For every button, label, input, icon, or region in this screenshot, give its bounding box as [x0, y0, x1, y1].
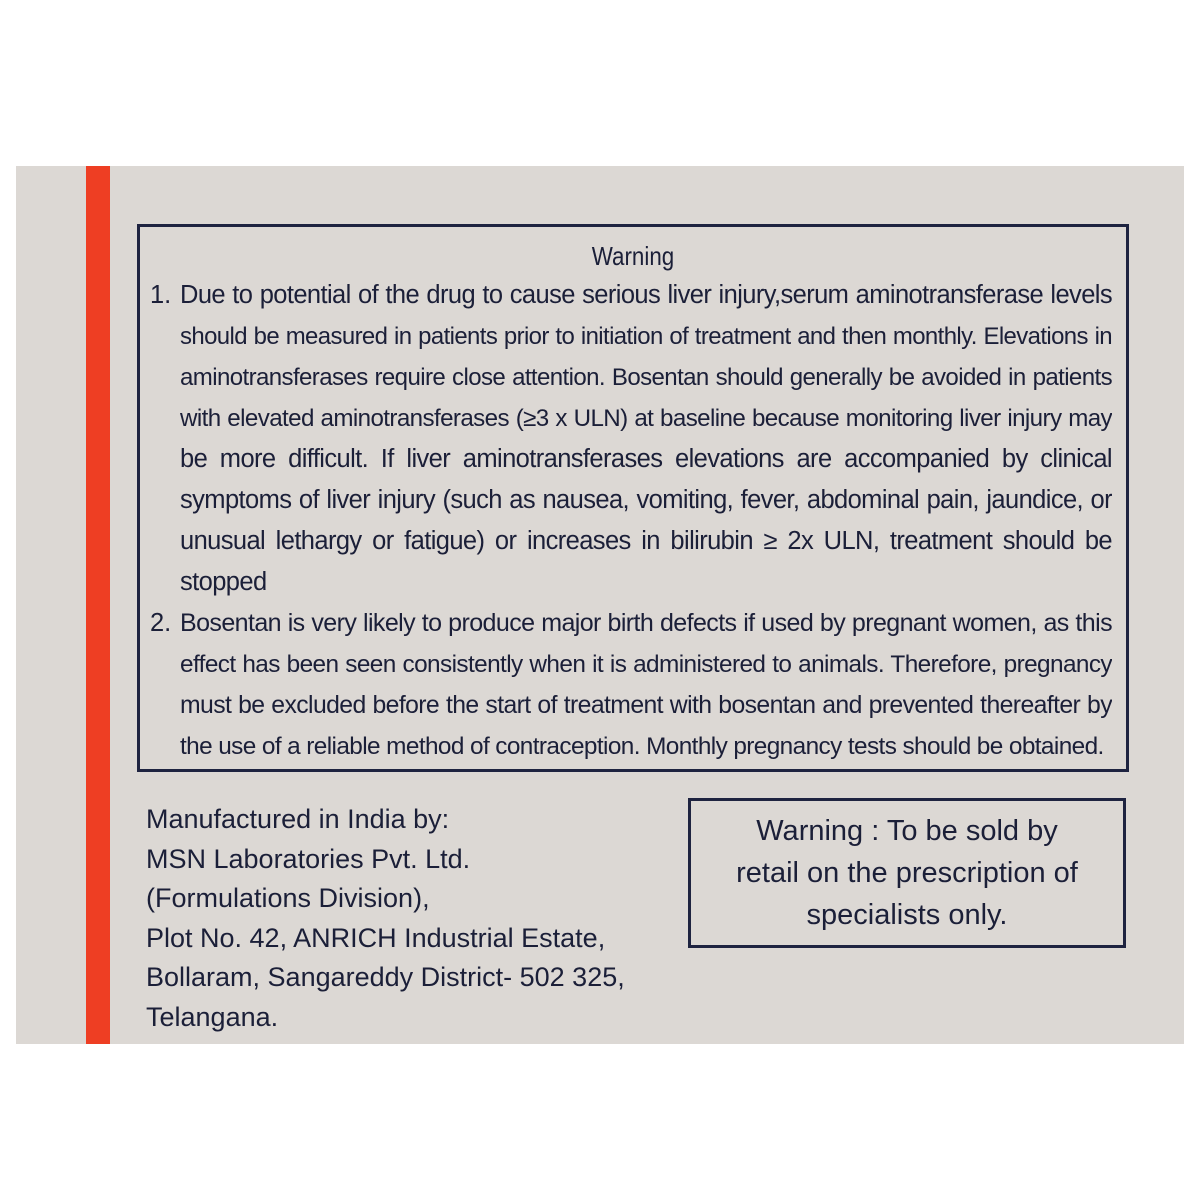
- item-line: aminotransferases require close attention. Bosentan should generally be avoided in patients: [180, 364, 1112, 391]
- prescription-line: specialists only.: [806, 899, 1008, 931]
- manufacturer-line: Plot No. 42, ANRICH Industrial Estate,: [146, 922, 606, 953]
- item-line: unusual lethargy or fatigue) or increases in bilirubin ≥ 2x ULN, treatment should be: [180, 527, 1112, 555]
- manufacturer-line: (Formulations Division),: [146, 883, 430, 913]
- item-line: effect has been seen consistently when it is administered to animals. Therefore, pregnancy: [180, 651, 1112, 678]
- warning-box: [137, 224, 1129, 772]
- item-line: stopped: [180, 568, 267, 596]
- manufacturer-line: Manufactured in India by:: [146, 804, 450, 834]
- manufacturer-address: [146, 800, 625, 1037]
- manufacturer-line: Telangana.: [146, 1001, 279, 1032]
- warning-item-2: [150, 603, 1112, 767]
- manufacturer-line: Bollaram, Sangareddy District- 502 325,: [146, 962, 625, 992]
- red-stripe: [86, 166, 110, 1044]
- prescription-line: retail on the prescription of: [736, 857, 1078, 889]
- item-line: symptoms of liver injury (such as nausea, vomiting, fever, abdominal pain, jaundice, or: [180, 486, 1112, 514]
- item-number: 2.: [150, 609, 172, 637]
- item-line: the use of a reliable method of contraception. Monthly pregnancy tests should be obtained.: [180, 733, 1104, 760]
- item-number: 1.: [150, 281, 172, 309]
- item-line: should be measured in patients prior to initiation of treatment and then monthly. Elevations in: [180, 323, 1112, 350]
- item-line: Bosentan is very likely to produce major birth defects if used by pregnant women, as this: [180, 609, 1112, 637]
- warning-item-1: [150, 275, 1112, 603]
- item-line: must be excluded before the start of treatment with bosentan and prevented thereafter by: [180, 692, 1112, 719]
- item-line: Due to potential of the drug to cause serious liver injury,serum aminotransferase levels: [180, 281, 1112, 309]
- manufacturer-line: MSN Laboratories Pvt. Ltd.: [146, 843, 471, 874]
- item-line: be more difficult. If liver aminotransferases elevations are accompanied by clinical: [180, 445, 1112, 473]
- warning-title: Warning: [591, 241, 675, 271]
- prescription-line: Warning : To be sold by: [756, 815, 1058, 847]
- item-line: with elevated aminotransferases (≥3 x ULN) at baseline because monitoring liver injury may: [180, 405, 1112, 432]
- prescription-warning-box: [688, 798, 1126, 948]
